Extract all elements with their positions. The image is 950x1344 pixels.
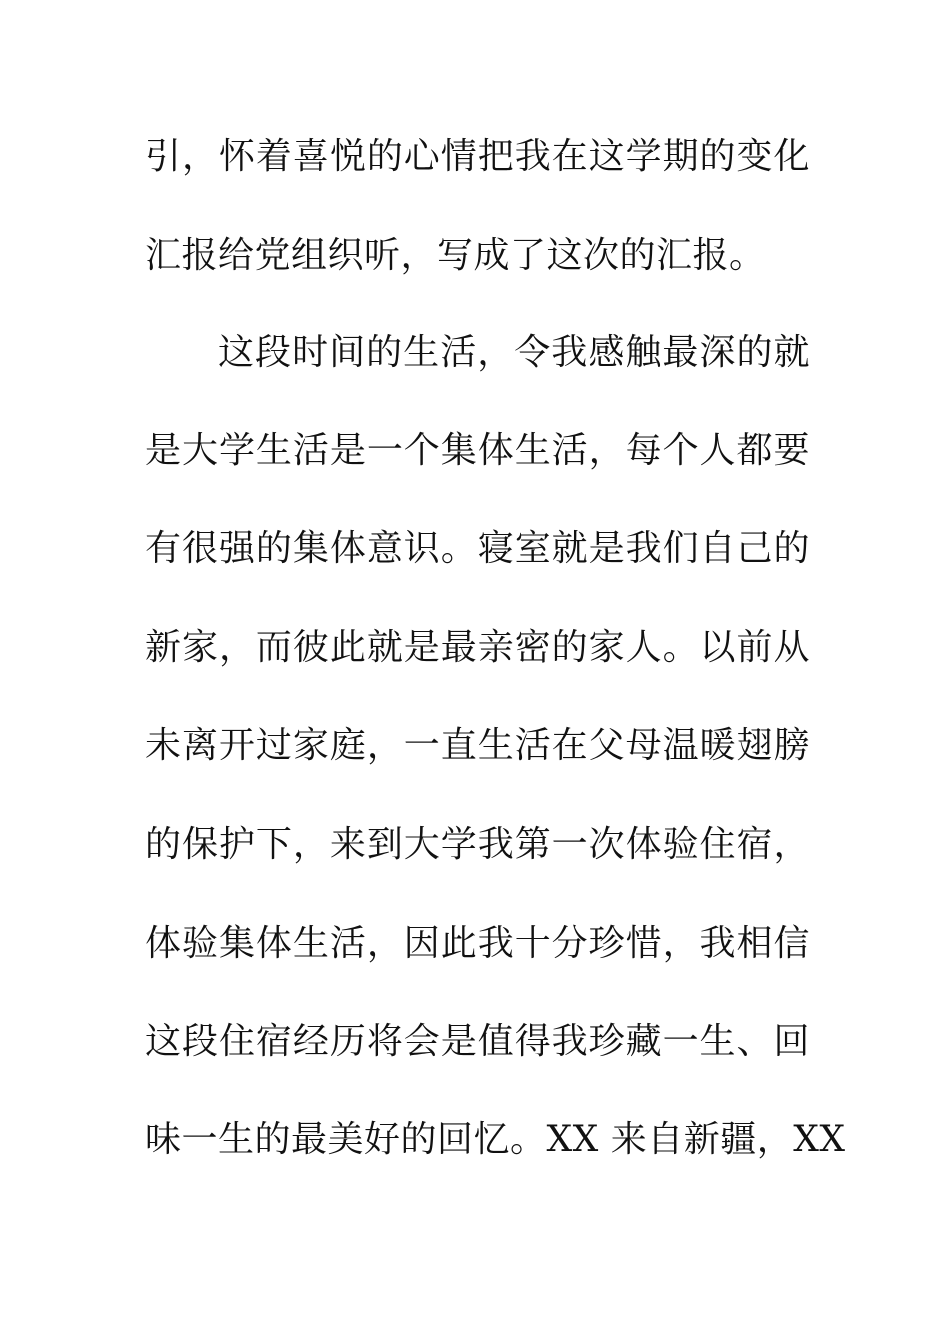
text-line: 这段住宿经历将会是值得我珍藏一生、回 <box>145 1021 810 1062</box>
text-line: 汇报给党组织听，写成了这次的汇报。 <box>145 235 766 276</box>
text-line: 的保护下，来到大学我第一次体验住宿， <box>145 824 810 865</box>
text-line: 新家，而彼此就是最亲密的家人。以前从 <box>145 627 810 668</box>
text-line: 是大学生活是一个集体生活，每个人都要 <box>145 430 810 471</box>
text-line: 有很强的集体意识。寝室就是我们自己的 <box>145 528 810 569</box>
text-line: 体验集体生活，因此我十分珍惜，我相信 <box>145 923 810 964</box>
text-line: 味一生的最美好的回忆。XX 来自新疆，XX <box>145 1119 846 1160</box>
paragraph-first-line: 这段时间的生活，令我感触最深的就 <box>218 332 810 373</box>
text-line: 未离开过家庭，一直生活在父母温暖翅膀 <box>145 725 810 766</box>
text-line: 引，怀着喜悦的心情把我在这学期的变化 <box>145 136 810 177</box>
